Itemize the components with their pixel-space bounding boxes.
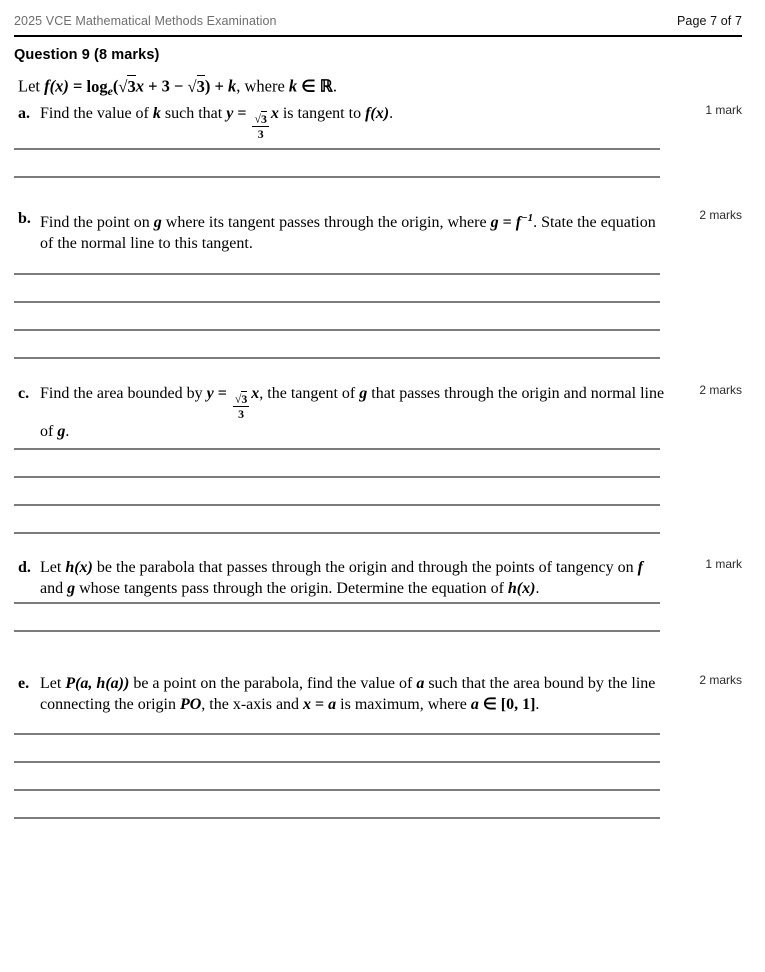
stem-k: k <box>227 76 237 96</box>
marks-label: 2 marks <box>699 673 742 687</box>
answer-line[interactable] <box>14 789 660 791</box>
math-operator: = <box>498 213 516 231</box>
part-text-run: be the parabola that passes through the origin and through the points of tangency on <box>92 559 638 576</box>
stem-period: . <box>332 76 337 96</box>
math-symbol: f <box>637 559 643 576</box>
math-operator: = <box>213 385 231 402</box>
part-text <box>40 103 668 141</box>
element-of-icon: ∈ <box>301 76 316 96</box>
part-row <box>18 673 668 715</box>
part-text-run: be a point on the parabola, find the value of <box>129 675 417 692</box>
stem-variable: x <box>135 76 144 96</box>
part-text-run: Let <box>40 559 66 576</box>
stem-reals: ℝ <box>319 76 333 96</box>
question-part-e <box>18 673 668 715</box>
question-stem <box>18 75 337 100</box>
part-text-run: is maximum, where <box>336 696 471 713</box>
math-operator: [0, 1] <box>500 696 536 713</box>
part-row <box>18 103 668 141</box>
question-part-a <box>18 103 668 141</box>
fraction-numerator: √3 <box>234 391 248 406</box>
answer-area-d[interactable] <box>14 602 660 658</box>
math-symbol: k <box>152 105 161 122</box>
part-text-run: . <box>535 580 540 597</box>
part-text-run: . State the equation of the normal line to this tangent. <box>40 213 656 252</box>
math-symbol: PO <box>179 696 202 713</box>
fraction-denominator: 3 <box>233 406 249 420</box>
marks-label: 2 marks <box>699 383 742 397</box>
part-text-run: such that <box>160 105 227 122</box>
part-text-run: is tangent to <box>278 105 366 122</box>
math-symbol: g <box>57 422 66 440</box>
math-operator: = <box>311 696 329 713</box>
stem-equals: = <box>72 76 83 96</box>
stem-k-second: k <box>288 76 298 96</box>
part-text-run: such that the area bound by the line connecting the origin <box>40 675 656 713</box>
part-text-run: Find the point on <box>40 213 154 231</box>
math-symbol: a <box>328 696 337 713</box>
stem-sqrt-1: √3 <box>118 76 136 96</box>
answer-line[interactable] <box>14 630 660 632</box>
page-header <box>14 14 742 28</box>
answer-line[interactable] <box>14 448 660 450</box>
part-text-run: , the x-axis and <box>201 696 304 713</box>
part-text-run: Find the value of <box>40 105 153 122</box>
exam-title: 2025 VCE Mathematical Methods Examination <box>14 14 277 28</box>
math-symbol: x <box>303 696 312 713</box>
math-symbol: h(x) <box>65 559 93 576</box>
marks-label: 1 mark <box>705 557 742 571</box>
math-symbol: a <box>470 696 479 713</box>
math-symbol: x <box>270 105 279 122</box>
math-symbol: a <box>416 675 425 692</box>
page-number: Page 7 of 7 <box>676 14 742 28</box>
part-row <box>18 208 668 254</box>
answer-line[interactable] <box>14 357 660 359</box>
part-text <box>40 673 668 715</box>
math-symbol: g <box>490 213 499 231</box>
part-text-run: , the tangent of <box>259 385 360 402</box>
answer-line[interactable] <box>14 733 660 735</box>
answer-area-b[interactable] <box>14 273 660 385</box>
math-symbol: f <box>515 213 522 231</box>
math-operator: = <box>233 105 251 122</box>
answer-line[interactable] <box>14 176 660 178</box>
page-title: Question 9 (8 marks) <box>14 47 160 63</box>
part-label: e. <box>18 675 30 692</box>
math-symbol: f(x) <box>365 105 390 122</box>
math-symbol: g <box>67 580 76 597</box>
header-divider <box>14 35 742 37</box>
math-symbol: P(a, h(a)) <box>65 675 130 692</box>
stem-log-base: e <box>107 83 113 98</box>
answer-area-e[interactable] <box>14 733 660 845</box>
question-part-d <box>18 557 668 599</box>
part-text-run: . <box>535 696 540 713</box>
stem-close-paren: ) <box>204 76 211 96</box>
part-text-run: . <box>389 105 394 122</box>
fraction-sqrt3-over-3 <box>233 391 249 420</box>
answer-line[interactable] <box>14 329 660 331</box>
part-text-run: where its tangent passes through the origin, where <box>161 213 491 231</box>
marks-label: 1 mark <box>705 103 742 117</box>
answer-line[interactable] <box>14 504 660 506</box>
part-text-run: whose tangents pass through the origin. Determine the equation of <box>75 580 508 597</box>
part-label: a. <box>18 105 30 122</box>
answer-area-a[interactable] <box>14 148 660 204</box>
answer-line[interactable] <box>14 476 660 478</box>
part-row <box>18 557 668 599</box>
part-text <box>40 383 668 442</box>
stem-where: , where <box>236 76 289 96</box>
answer-area-c[interactable] <box>14 448 660 560</box>
part-text-run: that passes through the origin and normal line of <box>40 385 665 440</box>
fraction-sqrt3-over-3 <box>252 111 268 140</box>
answer-line[interactable] <box>14 602 660 604</box>
math-operator: ∈ <box>478 696 501 713</box>
math-symbol: x <box>251 385 260 402</box>
math-symbol: y <box>206 385 214 402</box>
part-text-run: . <box>65 422 70 440</box>
fraction-numerator: √3 <box>254 111 267 126</box>
question-part-b <box>18 208 668 254</box>
marks-label: 2 marks <box>699 208 742 222</box>
part-label: b. <box>18 210 31 227</box>
stem-sqrt-2: √3 <box>187 76 205 96</box>
question-part-c <box>18 383 668 442</box>
part-label: c. <box>18 385 30 402</box>
answer-line[interactable] <box>14 817 660 819</box>
stem-plus: + <box>214 76 224 96</box>
answer-line[interactable] <box>14 273 660 275</box>
math-symbol: g <box>153 213 162 231</box>
part-text <box>40 208 668 254</box>
stem-open-paren: ( <box>112 76 119 96</box>
math-superscript: −1 <box>521 212 534 224</box>
math-symbol: h(x) <box>507 580 536 597</box>
stem-log: loge <box>86 76 113 98</box>
part-text-run: Find the area bounded by <box>40 385 207 402</box>
answer-line[interactable] <box>14 301 660 303</box>
answer-line[interactable] <box>14 148 660 150</box>
math-symbol: y <box>226 105 234 122</box>
stem-function: f(x) <box>44 76 69 96</box>
part-text-run: and <box>40 580 68 597</box>
part-text <box>40 557 668 599</box>
part-label: d. <box>18 559 31 576</box>
part-text-run: Let <box>40 675 66 692</box>
stem-plus-three-minus: + 3 − <box>148 76 184 96</box>
answer-line[interactable] <box>14 532 660 534</box>
stem-prefix: Let <box>18 76 45 96</box>
part-row <box>18 383 668 442</box>
math-symbol: g <box>359 385 368 402</box>
answer-line[interactable] <box>14 761 660 763</box>
fraction-denominator: 3 <box>252 126 268 140</box>
